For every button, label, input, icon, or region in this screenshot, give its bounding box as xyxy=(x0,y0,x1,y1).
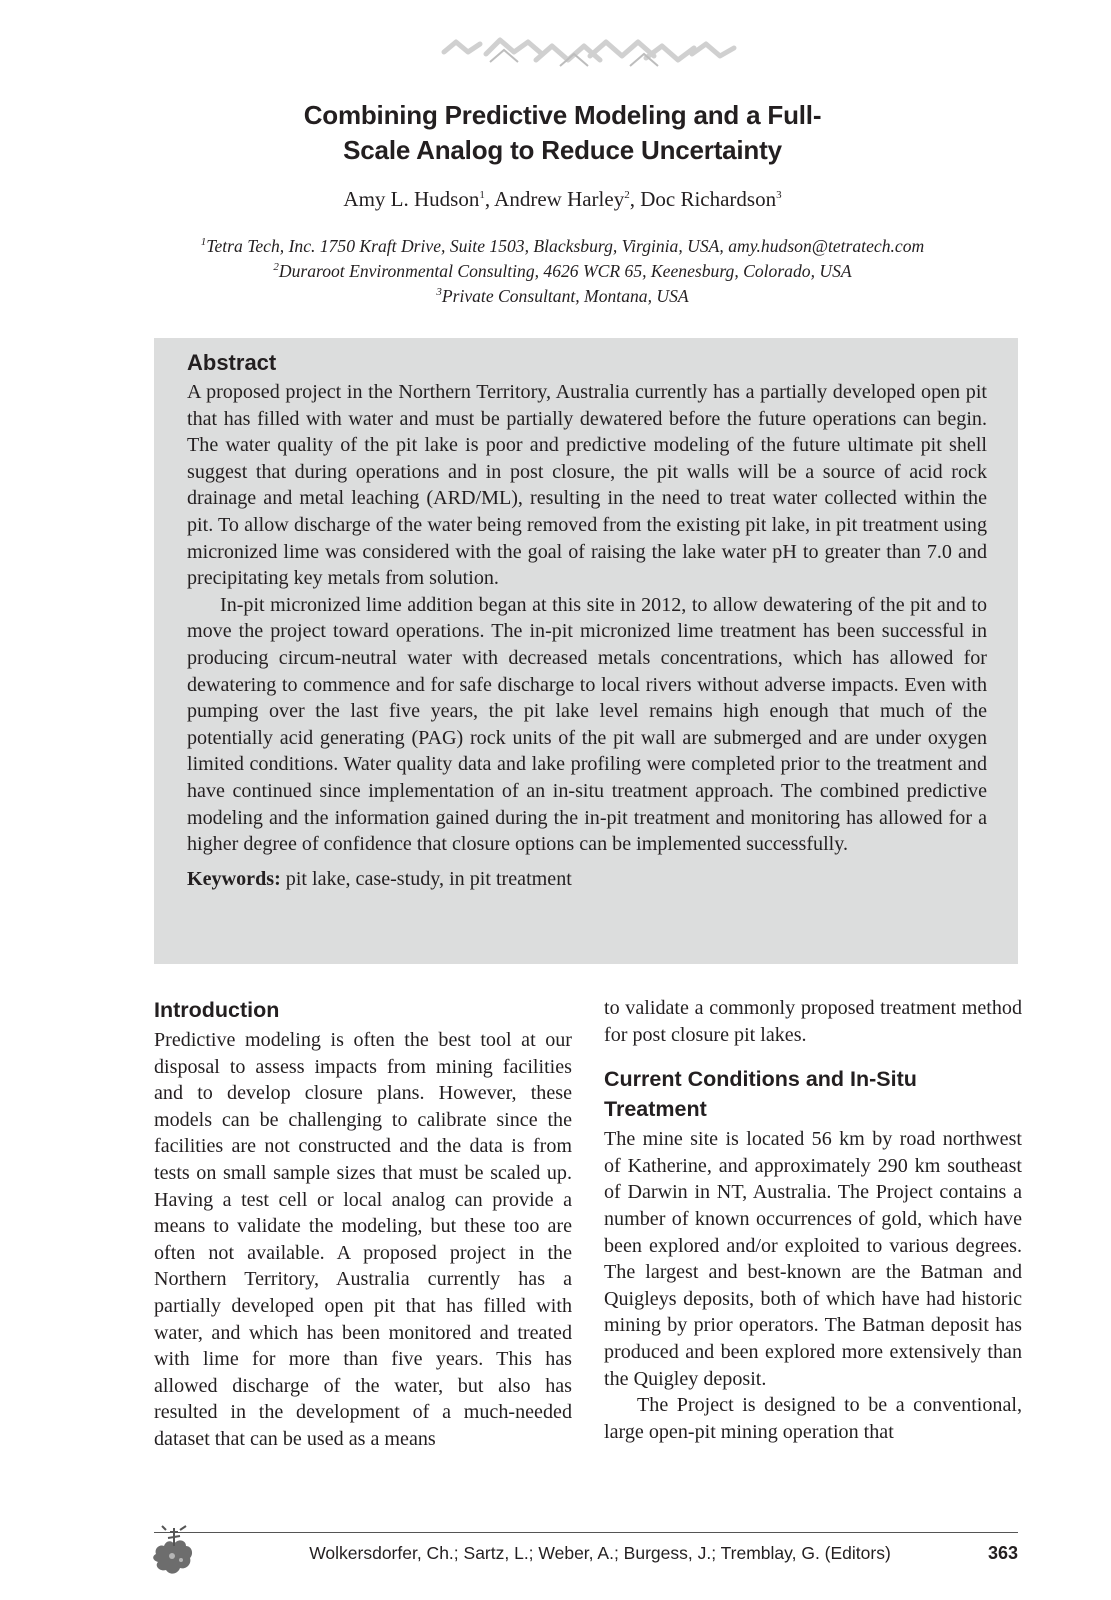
left-column xyxy=(154,995,572,1453)
author-affil-mark: 1 xyxy=(479,189,485,201)
keywords-text: pit lake, case-study, in pit treatment xyxy=(280,867,572,890)
title-line-1: Combining Predictive Modeling and a Full- xyxy=(303,100,822,130)
keywords-label: Keywords: xyxy=(187,867,281,890)
affiliation-list xyxy=(150,234,975,309)
abstract-paragraph: In-pit micronized lime addition began at this site in 2012, to allow dewatering of the pit and to move the project toward operations. The in-pit micronized lime treatment has been successful in producing circum-neutral water with decreased metals concentrations, which has allowed for dewatering to commence and for safe discharge to local rivers without adverse impacts. Even with pumping over the last five years, the pit lake level remains high enough that much of the potentially acid generating (PAG) rock units of the pit wall are submerged and are under oxygen limited conditions. Water quality data and lake profiling were completed prior to the treatment and have continued since implementation of an in-situ treatment approach. The combined predictive modeling and the information gained during the in-pit treatment and monitoring has allowed for a higher degree of confidence that closure options can be implemented successfully. xyxy=(187,593,987,856)
affiliation-text: Private Consultant, Montana, USA xyxy=(441,286,689,306)
author-list xyxy=(150,186,975,212)
abstract-box xyxy=(154,338,1018,964)
affiliation-text: Tetra Tech, Inc. 1750 Kraft Drive, Suite 1503, Blacksburg, Virginia, USA, amy.hudson@tetratech.com xyxy=(206,236,925,256)
right-column xyxy=(604,995,1022,1445)
author-separator: , xyxy=(484,187,495,211)
affiliation-mark: 2 xyxy=(273,261,279,274)
affiliation-mark: 3 xyxy=(436,286,442,299)
abstract-paragraph: A proposed project in the Northern Territory, Australia currently has a partially developed open pit that has filled with water and must be partially dewatered before the future operations can begin. The water quality of the pit lake is poor and predictive modeling of the future ultimate pit shell suggest that during operations and in post closure, the pit walls will be a source of acid rock drainage and metal leaching (ARD/ML), resulting in the need to treat water collected within the pit. To allow discharge of the water being removed from the existing pit lake, in pit treatment using micronized lime was considered with the goal of raising the lake water pH to greater than 7.0 and precipitating key metals from solution. xyxy=(187,381,987,590)
footer-rule xyxy=(154,1532,1018,1533)
page-number: 363 xyxy=(987,1543,1018,1563)
author-separator: , xyxy=(629,187,641,211)
footer-editors: Wolkersdorfer, Ch.; Sartz, L.; Weber, A.; Burgess, J.; Tremblay, G. (Editors) xyxy=(309,1543,891,1563)
title-line-2: Scale Analog to Reduce Uncertainty xyxy=(343,135,782,165)
keywords-line xyxy=(187,866,987,892)
introduction-heading: Introduction xyxy=(154,998,280,1022)
affiliation-line xyxy=(150,234,975,259)
conference-logo-icon xyxy=(150,1524,196,1582)
current-conditions-paragraph: The mine site is located 56 km by road northwest of Katherine, and approximately 290 km southeast of Darwin in NT, Australia. The Project contains a number of known occurrences of gold, which have been explored and/or exploited to various degrees. The largest and best-known are the Batman and Quigleys deposits, both of which have had historic mining by prior operators. The Batman deposit has produced and been explored more extensively than the Quigley deposit. xyxy=(604,1128,1022,1390)
affiliation-line xyxy=(150,259,975,284)
author-name: Amy L. Hudson xyxy=(343,187,480,211)
abstract-content xyxy=(187,348,987,892)
affiliation-text: Duraroot Environmental Consulting, 4626 WCR 65, Keenesburg, Colorado, USA xyxy=(278,261,852,281)
author-affil-mark: 3 xyxy=(776,189,782,201)
paper-title xyxy=(150,98,975,168)
affiliation-mark: 1 xyxy=(200,236,207,249)
introduction-paragraph: Predictive modeling is often the best tool at our disposal to assess impacts from mining facilities and to develop closure plans. However, these models can be challenging to calibrate since the facilities are not constructed and the data is from tests on small sample sizes that must be scaled up. Having a test cell or local analog can provide a means to validate the modeling, but these too are often not available. A proposed project in the Northern Territory, Australia currently has a partially developed open pit that has filled with water, and which has been monitored and treated with lime for more than five years. This has allowed discharge of the water, but also has resulted in the development of a much-needed dataset that can be used as a means xyxy=(154,1029,572,1450)
author-name: Andrew Harley xyxy=(494,187,625,211)
author-affil-mark: 2 xyxy=(624,189,630,201)
abstract-heading: Abstract xyxy=(187,350,277,375)
affiliation-line xyxy=(150,284,975,309)
current-conditions-paragraph: The Project is designed to be a conventional, large open-pit mining operation that xyxy=(604,1394,1022,1443)
current-conditions-heading: Current Conditions and In-Situ Treatment xyxy=(604,1067,917,1122)
introduction-continuation: to validate a commonly proposed treatment method for post closure pit lakes. xyxy=(604,997,1022,1046)
author-name: Doc Richardson xyxy=(640,187,777,211)
header-wave-ornament xyxy=(440,32,740,74)
